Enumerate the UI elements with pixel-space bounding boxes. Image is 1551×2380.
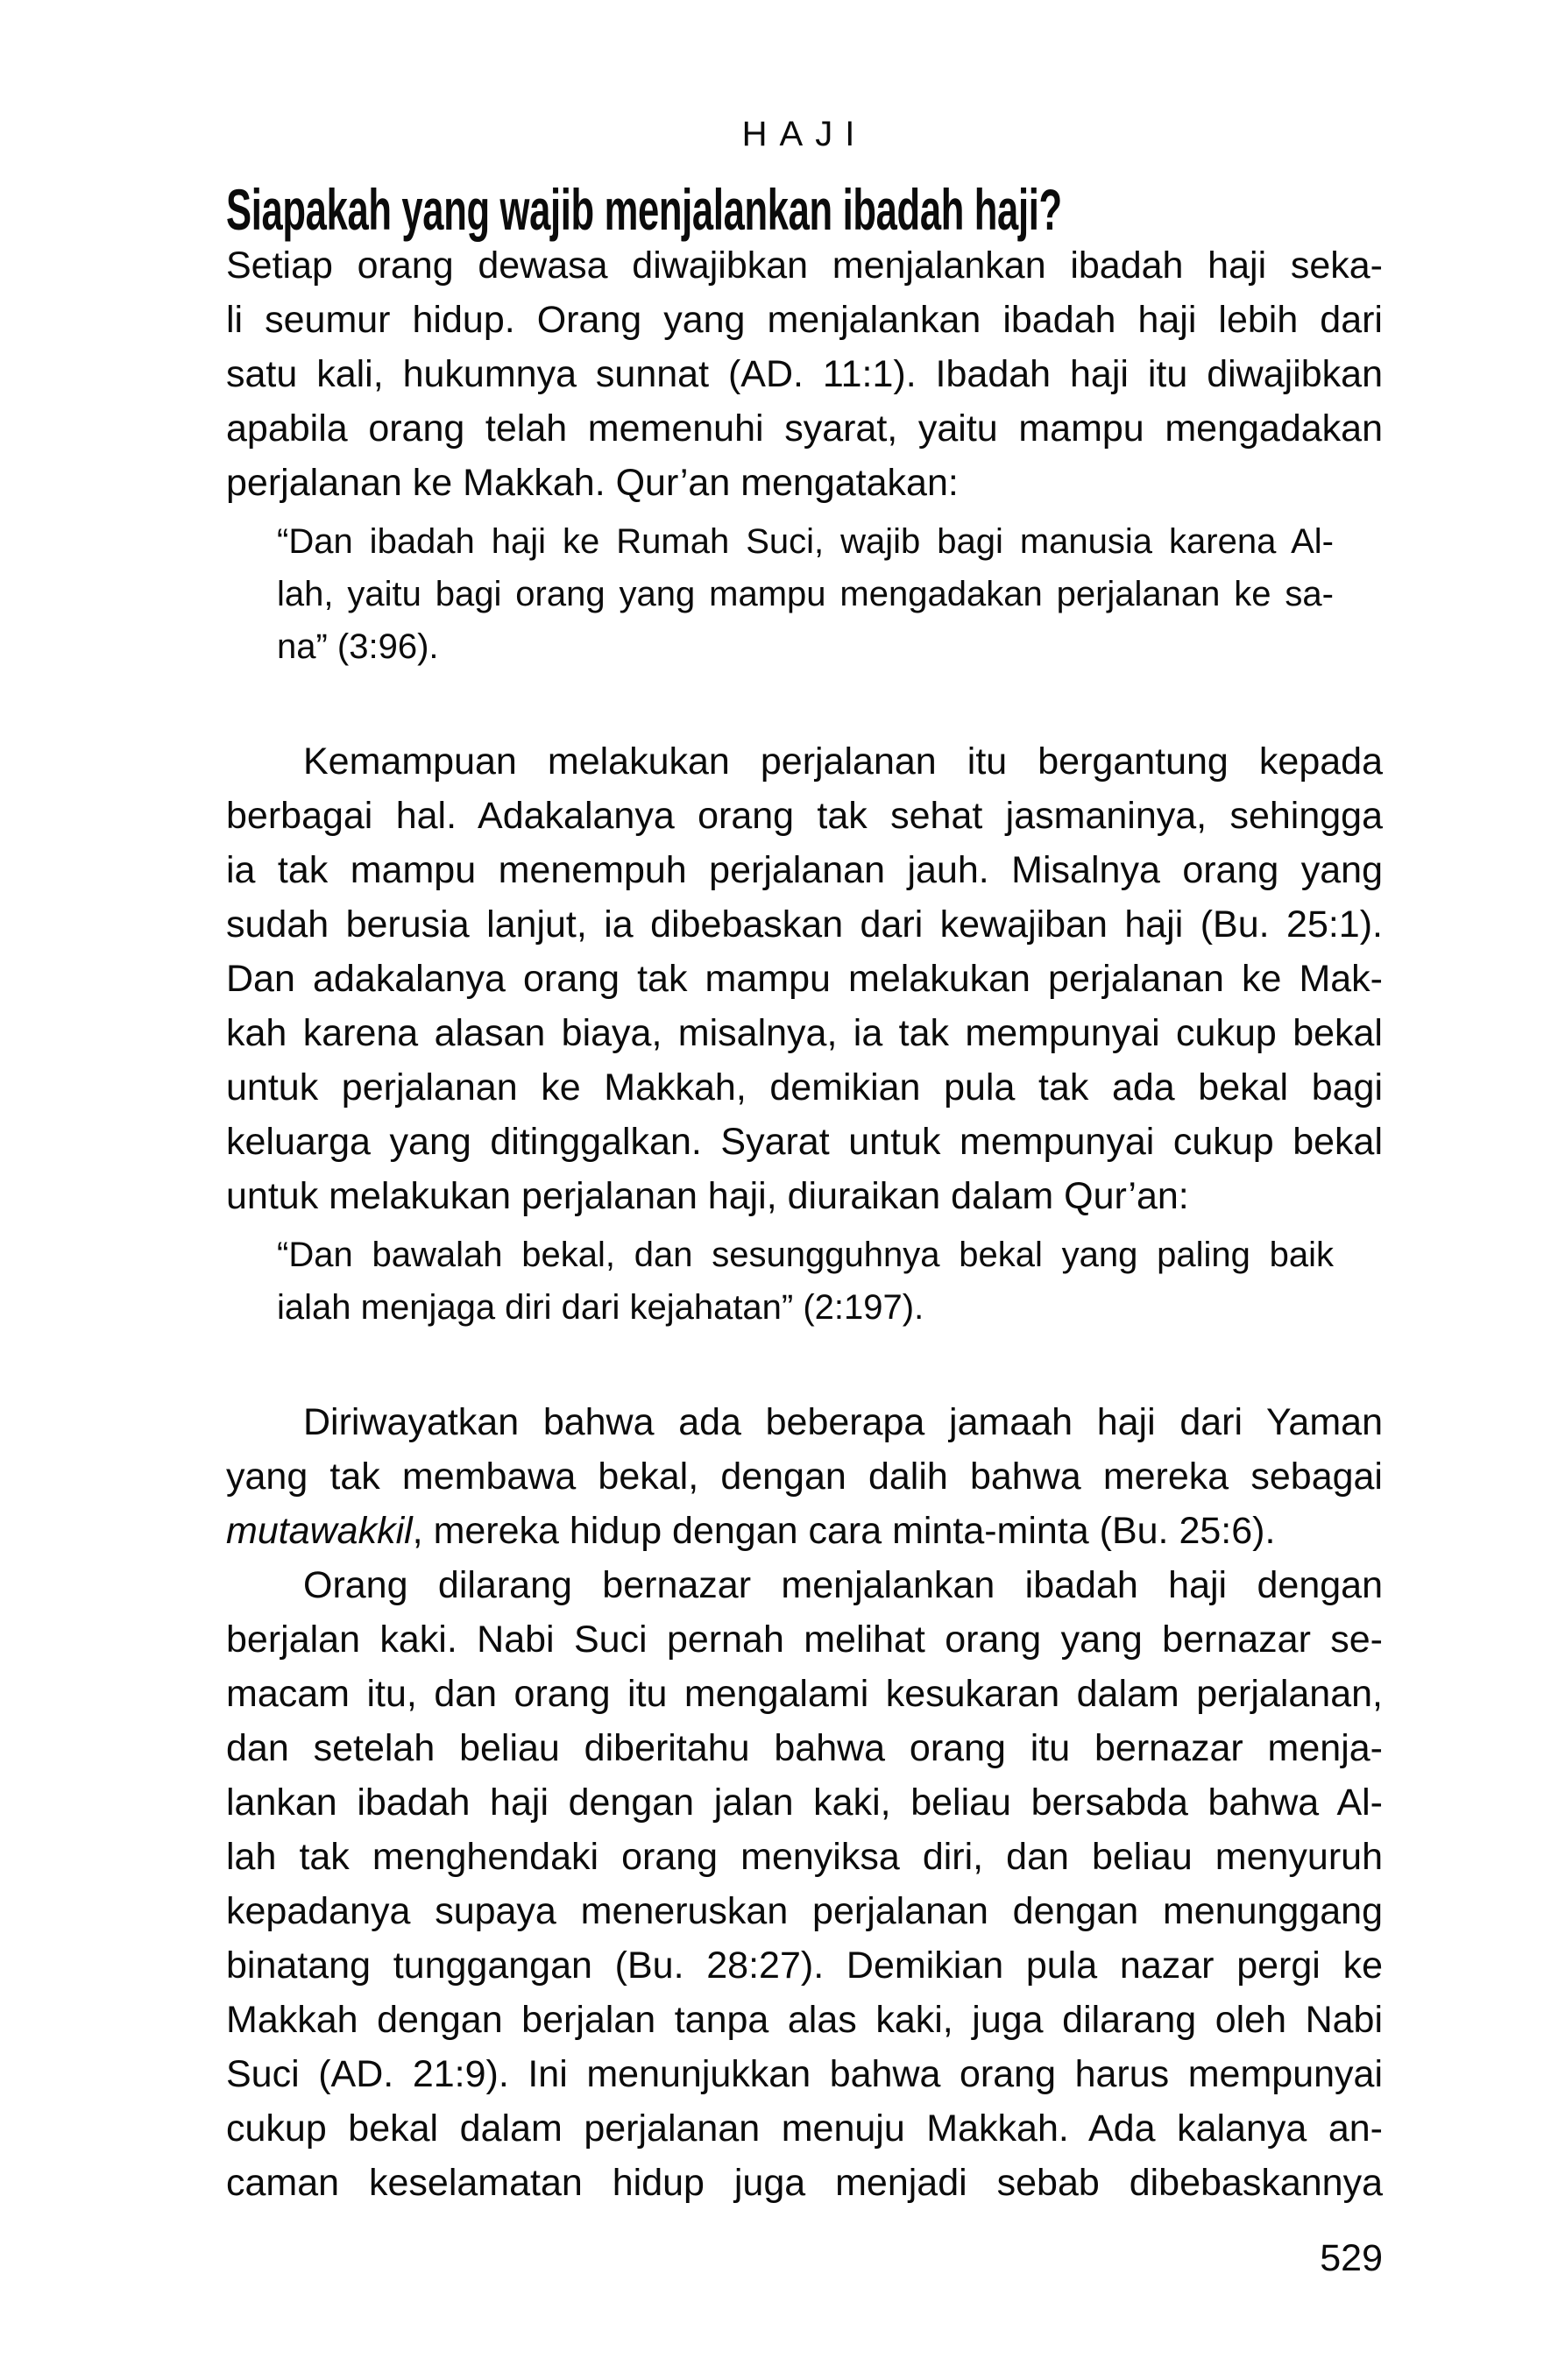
page-number: 529 — [1320, 2237, 1383, 2279]
text-line: lah, yaitu bagi orang yang mampu mengadakan perjalanan ke sa- — [277, 575, 1334, 613]
text-line: keluarga yang ditinggalkan. Syarat untuk mempunyai cukup bekal — [226, 1121, 1383, 1163]
text-line: untuk melakukan perjalanan haji, diuraikan dalam Qur’an: — [226, 1175, 1189, 1217]
text-line: satu kali, hukumnya sunnat (AD. 11:1). Ibadah haji itu diwajibkan — [226, 353, 1383, 395]
paragraph-block — [226, 1395, 1383, 1558]
text-line: yang tak membawa bekal, dengan dalih bahwa mereka sebagai — [226, 1456, 1383, 1498]
text-line: apabila orang telah memenuhi syarat, yaitu mampu mengadakan — [226, 407, 1383, 450]
text-column — [226, 114, 1383, 2280]
text-line: macam itu, dan orang itu mengalami kesukaran dalam perjalanan, — [226, 1673, 1383, 1715]
body-text — [226, 238, 1383, 2210]
text-line: dan setelah beliau diberitahu bahwa orang itu bernazar menja- — [226, 1727, 1383, 1769]
text-line: lah tak menghendaki orang menyiksa diri, dan beliau menyuruh — [226, 1836, 1383, 1878]
text-line: “Dan ibadah haji ke Rumah Suci, wajib bagi manusia karena Al- — [277, 522, 1334, 561]
text-line: Diriwayatkan bahwa ada beberapa jamaah haji dari Yaman — [303, 1401, 1383, 1443]
text-line: berbagai hal. Adakalanya orang tak sehat jasmaninya, sehingga — [226, 795, 1383, 837]
text-line: “Dan bawalah bekal, dan sesungguhnya bekal yang paling baik — [277, 1236, 1334, 1274]
running-header: HAJI — [741, 115, 868, 153]
text-line: Orang dilarang bernazar menjalankan ibadah haji dengan — [303, 1564, 1383, 1606]
text-line: sudah berusia lanjut, ia dibebaskan dari kewajiban haji (Bu. 25:1). — [226, 903, 1383, 946]
text-line: ialah menjaga diri dari kejahatan” (2:197). — [277, 1288, 924, 1327]
quote-block — [277, 1229, 1334, 1334]
text-line: kepadanya supaya meneruskan perjalanan dengan menunggang — [226, 1890, 1383, 1932]
text-line: perjalanan ke Makkah. Qur’an mengatakan: — [226, 462, 959, 504]
text-line: Setiap orang dewasa diwajibkan menjalankan ibadah haji seka- — [226, 244, 1383, 287]
text-line: Dan adakalanya orang tak mampu melakukan perjalanan ke Mak- — [226, 958, 1383, 1000]
text-line: cukup bekal dalam perjalanan menuju Makkah. Ada kalanya an- — [226, 2107, 1383, 2150]
text-line: untuk perjalanan ke Makkah, demikian pula tak ada bekal bagi — [226, 1066, 1383, 1109]
text-line: ia tak mampu menempuh perjalanan jauh. Misalnya orang yang — [226, 849, 1383, 891]
text-line: Suci (AD. 21:9). Ini menunjukkan bahwa orang harus mempunyai — [226, 2053, 1383, 2095]
page-title — [226, 177, 1383, 242]
text-line: binatang tunggangan (Bu. 28:27). Demikian pula nazar pergi ke — [226, 1944, 1383, 1987]
paragraph-block — [226, 238, 1383, 510]
paragraph-block — [226, 1558, 1383, 2210]
text-line: kah karena alasan biaya, misalnya, ia tak mempunyai cukup bekal — [226, 1012, 1383, 1054]
text-line: na” (3:96). — [277, 627, 439, 666]
text-line: li seumur hidup. Orang yang menjalankan ibadah haji lebih dari — [226, 299, 1383, 341]
text-line: caman keselamatan hidup juga menjadi sebab dibebaskannya — [226, 2162, 1383, 2204]
quote-block — [277, 515, 1334, 673]
text-line: Makkah dengan berjalan tanpa alas kaki, juga dilarang oleh Nabi — [226, 1999, 1383, 2041]
text-line: berjalan kaki. Nabi Suci pernah melihat orang yang bernazar se- — [226, 1619, 1383, 1661]
page-title-text: Siapakah yang wajib menjalankan ibadah haji? — [226, 177, 1062, 242]
text-line: Kemampuan melakukan perjalanan itu bergantung kepada — [303, 740, 1383, 783]
text-line: lankan ibadah haji dengan jalan kaki, beliau bersabda bahwa Al- — [226, 1781, 1383, 1824]
text-line: mutawakkil, mereka hidup dengan cara minta-minta (Bu. 25:6). — [226, 1510, 1276, 1552]
paragraph-block — [226, 734, 1383, 1223]
